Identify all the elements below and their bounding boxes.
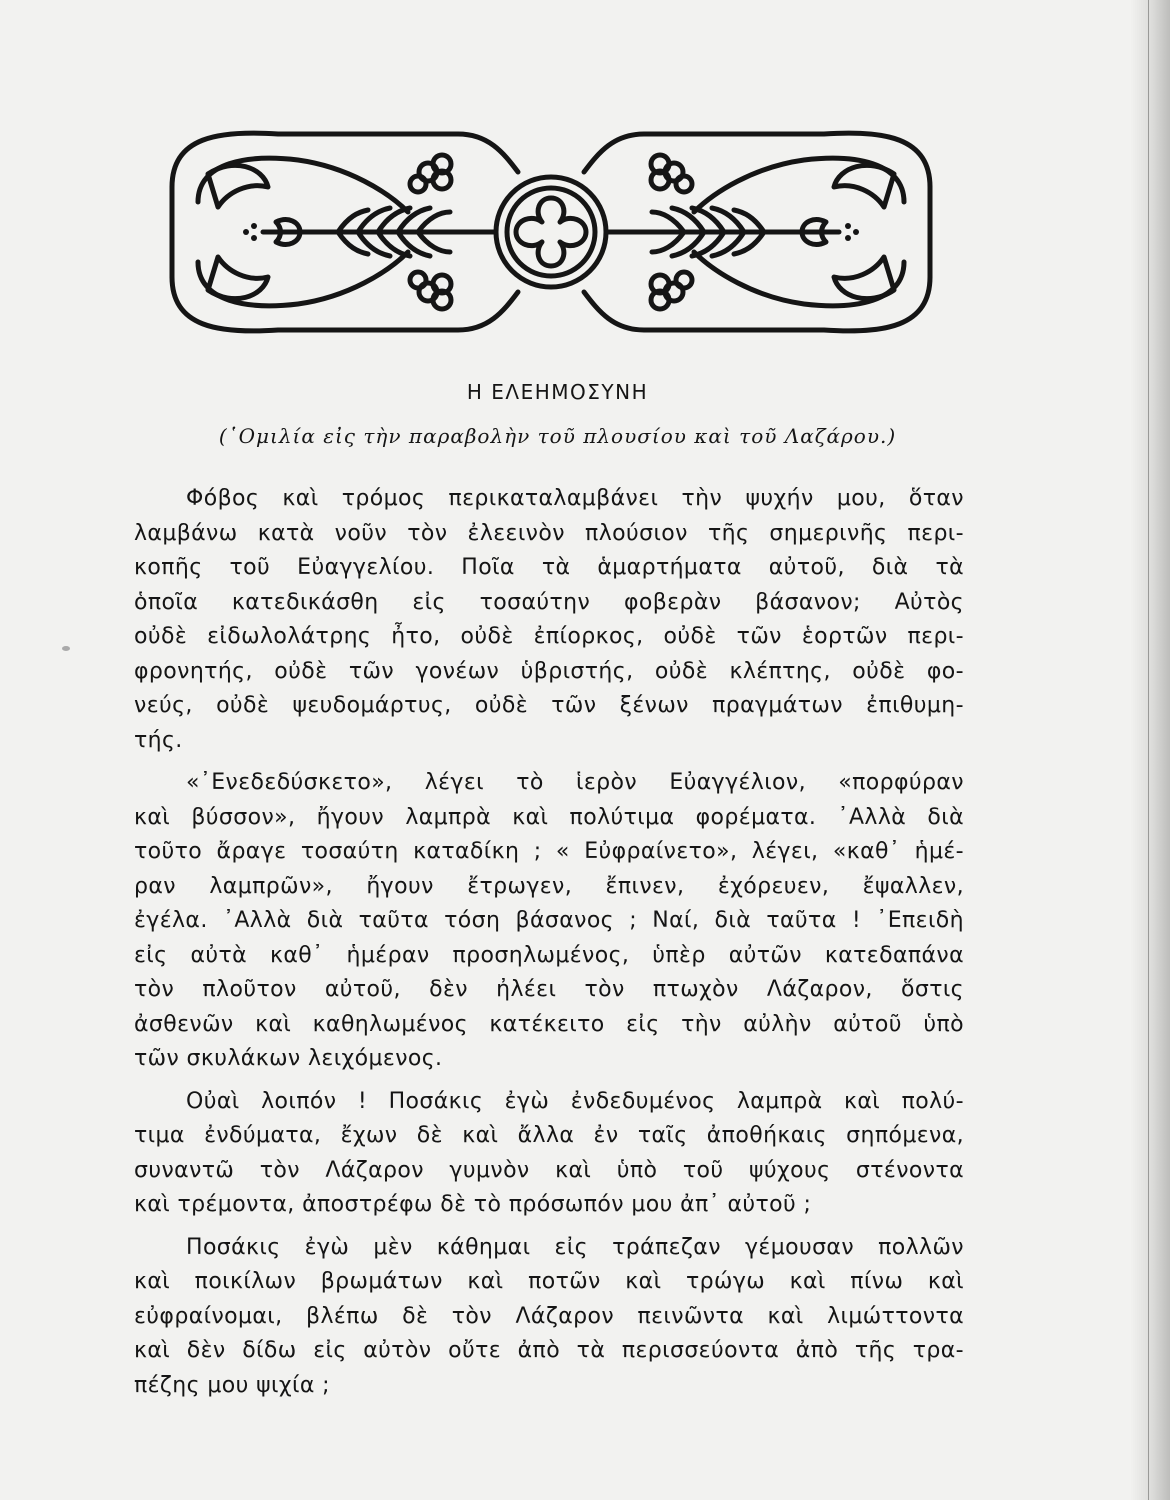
decorative-headpiece (158, 112, 944, 352)
text-line: καὶ ποικίλων βρωμάτων καὶ ποτῶν καὶ τρώγω καὶ πίνω καὶ (134, 1269, 964, 1294)
text-line: καὶ δὲν δίδω εἰς αὐτὸν οὔτε ἀπὸ τὰ περισσεύοντα ἀπὸ τῆς τρα- (134, 1338, 964, 1363)
ornament-svg (158, 112, 944, 352)
text-line: φρονητής, οὐδὲ τῶν γονέων ὑβριστής, οὐδὲ κλέπτης, οὐδὲ φο- (134, 658, 964, 684)
page-subtitle: (῾Ομιλία εἰς τὴν παραβολὴν τοῦ πλουσίου καὶ τοῦ Λαζάρου.) (218, 424, 897, 448)
text-line: Φόβος καὶ τρόμος περικαταλαμβάνει τὴν ψυχήν μου, ὅταν (186, 486, 964, 511)
text-line: ὁποῖα κατεδικάσθη εἰς τοσαύτην φοβερὰν βάσανον; Αὐτὸς (134, 589, 964, 615)
text-line: καὶ βύσσον», ἤγουν λαμπρὰ καὶ πολύτιμα φορέματα. ᾿Αλλὰ διὰ (134, 804, 964, 830)
paragraph-2 (134, 766, 964, 1077)
text-line: ἀσθενῶν καὶ καθηλωμένος κατέκειτο εἰς τὴν αὐλὴν αὐτοῦ ὑπὸ (134, 1011, 964, 1037)
text-line: εὐφραίνομαι, βλέπω δὲ τὸν Λάζαρον πεινῶντα καὶ λιμώττοντα (134, 1303, 964, 1329)
text-line: τὸν πλοῦτον αὐτοῦ, δὲν ἠλέει τὸν πτωχὸν Λάζαρον, ὅστις (134, 977, 964, 1002)
paragraph-1 (134, 482, 964, 758)
paragraph-4 (134, 1231, 964, 1404)
text-line: Οὐαὶ λοιπόν ! Ποσάκις ἐγὼ ἐνδεδυμένος λαμπρὰ καὶ πολύ- (186, 1088, 964, 1114)
text-line: λαμβάνω κατὰ νοῦν τὸν ἐλεεινὸν πλούσιον τῆς σημερινῆς περι- (134, 520, 964, 546)
body-text (134, 482, 964, 1411)
text-line: τῶν σκυλάκων λειχόμενος. (134, 1046, 443, 1071)
text-line: εἰς αὐτὰ καθ᾿ ἡμέραν προσηλωμένος, ὑπὲρ αὐτῶν κατεδαπάνα (134, 942, 964, 968)
text-line: οὐδὲ εἰδωλολάτρης ἦτο, οὐδὲ ἐπίορκος, οὐδὲ τῶν ἑορτῶν περι- (134, 624, 964, 649)
text-line: ἐγέλα. ᾿Αλλὰ διὰ ταῦτα τόση βάσανος ; Ναί, διὰ ταῦτα ! ᾿Επειδὴ (134, 908, 964, 933)
text-line: Ποσάκις ἐγὼ μὲν κάθημαι εἰς τράπεζαν γέμουσαν πολλῶν (186, 1234, 964, 1260)
text-line: τοῦτο ἄραγε τοσαύτη καταδίκη ; « Εὐφραίνετο», λέγει, «καθ᾿ ἡμέ- (134, 839, 964, 864)
text-line: πέζης μου ψιχία ; (134, 1372, 330, 1398)
text-line: τής. (134, 727, 183, 753)
text-line: καὶ τρέμοντα, ἀποστρέφω δὲ τὸ πρόσωπόν μου ἀπ᾿ αὐτοῦ ; (134, 1192, 812, 1217)
text-line: νεύς, οὐδὲ ψευδομάρτυς, οὐδὲ τῶν ξένων πραγμάτων ἐπιθυμη- (134, 693, 964, 718)
page-edge (1130, 0, 1170, 1500)
print-smudge (62, 646, 70, 651)
text-line: «᾿Ενεδεδύσκετο», λέγει τὸ ἱερὸν Εὐαγγέλιον, «πορφύραν (186, 770, 964, 795)
page-title: Η ΕΛΕΗΜΟΣΥΝΗ (466, 380, 649, 404)
text-line: τιμα ἐνδύματα, ἔχων δὲ καὶ ἄλλα ἐν ταῖς ἀποθήκαις σηπόμενα, (134, 1123, 964, 1148)
paragraph-3 (134, 1085, 964, 1223)
text-line: κοπῆς τοῦ Εὐαγγελίου. Ποῖα τὰ ἁμαρτήματα αὐτοῦ, διὰ τὰ (134, 555, 964, 580)
text-line: ραν λαμπρῶν», ἤγουν ἔτρωγεν, ἔπινεν, ἐχόρευεν, ἔψαλλεν, (134, 873, 964, 899)
text-line: συναντῶ τὸν Λάζαρον γυμνὸν καὶ ὑπὸ τοῦ ψύχους στένοντα (134, 1157, 964, 1183)
